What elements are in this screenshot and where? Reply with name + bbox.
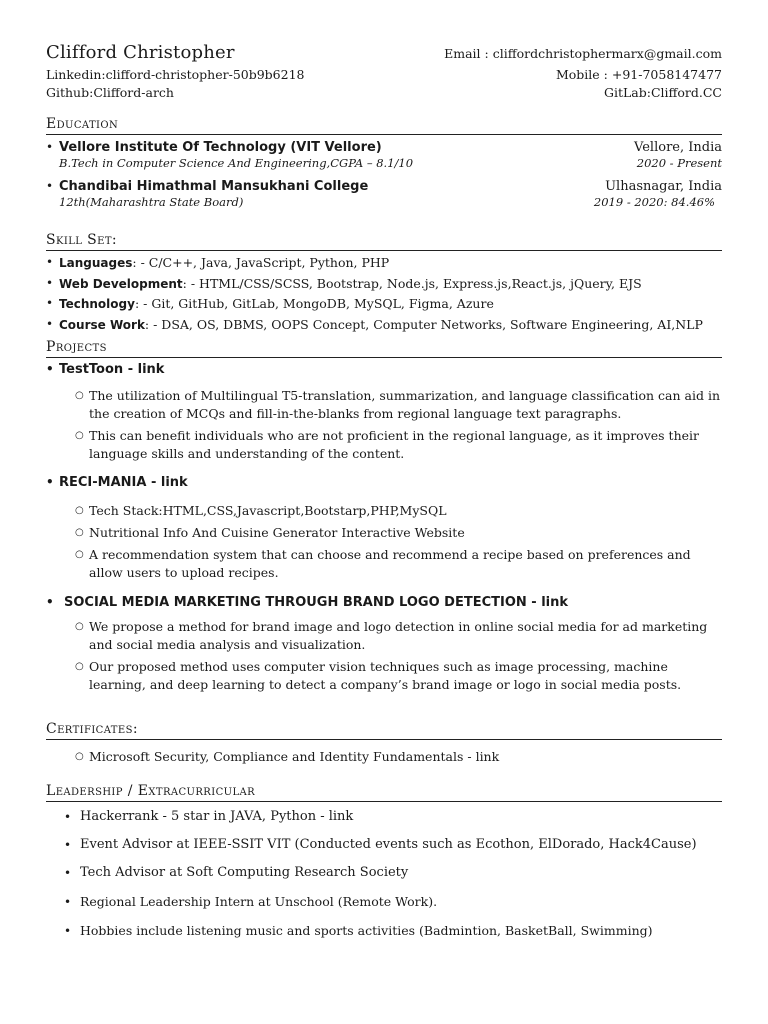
circle-bullet-icon: ○: [75, 621, 84, 632]
bullet-icon: •: [46, 140, 54, 154]
skill-key: Course Work: [59, 317, 145, 332]
bullet-icon: •: [46, 475, 54, 489]
project-point-text: This can benefit individuals who are not proficient in the regional language, as it improves their language skills and understanding of the content.: [89, 428, 700, 461]
education-item: [46, 179, 722, 209]
github: Github:Clifford-arch: [46, 85, 174, 100]
skill-value: : - HTML/CSS/SCSS, Bootstrap, Node.js, Express.js,React.js, jQuery, EJS: [182, 275, 642, 291]
candidate-name: Clifford Christopher: [46, 42, 235, 63]
project-point-text: The utilization of Multilingual T5-translation, summarization, and language classification can aid in the creation of MCQs and fill-in-the-blanks from regional language text paragraphs.: [89, 388, 720, 421]
education-date: 2019 - 2020: 84.46%: [593, 195, 715, 209]
degree-detail: B.Tech in Computer Science And Engineering,CGPA – 8.1/10: [59, 156, 414, 170]
certificate-text: Microsoft Security, Compliance and Identity Fundamentals - link: [89, 749, 500, 764]
project-point: [46, 502, 722, 520]
bullet-icon: •: [64, 838, 72, 852]
certificates-section: [46, 720, 722, 766]
skills-section: [46, 231, 722, 335]
degree-detail: 12th(Maharashtra State Board): [59, 195, 244, 209]
leadership-item: [46, 864, 722, 882]
bullet-icon: •: [64, 810, 72, 824]
leadership-text: Tech Advisor at Soft Computing Research Society: [80, 865, 409, 880]
project-point-text: Nutritional Info And Cuisine Generator Interactive Website: [89, 525, 465, 540]
project-name: TestToon - link: [59, 362, 165, 377]
bullet-icon: •: [46, 179, 54, 193]
leadership-text: Hackerrank - 5 star in JAVA, Python - link: [80, 809, 354, 824]
circle-bullet-icon: ○: [75, 390, 84, 401]
circle-bullet-icon: ○: [75, 505, 84, 516]
skill-value: : - DSA, OS, DBMS, OOPS Concept, Computer Networks, Software Engineering, AI,NLP: [144, 316, 703, 332]
leadership-item: [46, 808, 722, 826]
skill-key: Web Development: [59, 276, 183, 291]
project-point: [46, 658, 722, 694]
bullet-icon: •: [46, 255, 54, 269]
leadership-text: Regional Leadership Intern at Unschool (Remote Work).: [80, 894, 438, 909]
mobile: Mobile : +91-7058147477: [555, 67, 722, 82]
circle-bullet-icon: ○: [75, 751, 84, 762]
skill-line: [46, 253, 722, 274]
project-point-text: We propose a method for brand image and logo detection in online social media for ad marketing and social media analysis and visualization.: [89, 619, 708, 652]
project-point: [46, 387, 722, 423]
bullet-icon: •: [46, 275, 54, 290]
skill-value: : - C/C++, Java, JavaScript, Python, PHP: [132, 255, 390, 270]
bullet-icon: •: [46, 316, 54, 331]
section-title: Skill Set:: [46, 231, 722, 251]
leadership-item: [46, 836, 722, 854]
school-name: Chandibai Himathmal Mansukhani College: [59, 179, 369, 194]
skill-line: [46, 274, 722, 295]
leadership-text: Event Advisor at IEEE-SSIT VIT (Conducted events such as Ecothon, ElDorado, Hack4Cause): [80, 837, 697, 852]
education-date: 2020 - Present: [636, 156, 722, 170]
resume-header: [46, 42, 722, 102]
skill-key: Technology: [59, 297, 135, 311]
section-title: Leadership / Extracurricular: [46, 782, 722, 802]
section-title: Education: [46, 115, 722, 135]
project-title: [46, 475, 722, 490]
circle-bullet-icon: ○: [75, 661, 84, 672]
section-title: Projects: [46, 338, 722, 358]
gitlab: GitLab:Clifford.CC: [603, 85, 722, 100]
project-point-text: Our proposed method uses computer vision techniques such as image processing, machine learning, and deep learning to detect a company’s brand image or logo in social media posts.: [89, 659, 682, 692]
projects-section: [46, 338, 722, 694]
project-name: RECI-MANIA - link: [59, 475, 188, 490]
project-point-text: Tech Stack:HTML,CSS,Javascript,Bootstarp,PHP,MySQL: [89, 503, 447, 518]
project-point: [46, 618, 722, 654]
project-point: [46, 524, 722, 542]
circle-bullet-icon: ○: [75, 430, 84, 441]
bullet-icon: •: [46, 595, 54, 609]
bullet-icon: •: [64, 866, 72, 880]
school-location: Vellore, India: [634, 140, 722, 155]
project-title: [46, 362, 722, 377]
project-point: [46, 546, 722, 582]
bullet-icon: •: [64, 924, 72, 938]
certificate-item: [46, 748, 722, 766]
education-section: [46, 115, 722, 209]
skill-line: [46, 294, 722, 315]
bullet-icon: •: [46, 296, 54, 310]
circle-bullet-icon: ○: [75, 527, 84, 538]
leadership-item: [46, 893, 722, 911]
email: Email : cliffordchristophermarx@gmail.com: [444, 46, 722, 61]
leadership-text: Hobbies include listening music and sports activities (Badmintion, BasketBall, Swimming): [80, 923, 653, 938]
bullet-icon: •: [46, 362, 54, 376]
project-point-text: A recommendation system that can choose and recommend a recipe based on preferences and allow users to upload recipes.: [89, 547, 691, 580]
bullet-icon: •: [64, 895, 72, 909]
school-location: Ulhasnagar, India: [605, 179, 722, 194]
leadership-section: [46, 782, 722, 940]
section-title: Certificates:: [46, 720, 722, 740]
school-name: Vellore Institute Of Technology (VIT Vellore): [59, 140, 382, 155]
skill-key: Languages: [59, 256, 133, 270]
project-point: [46, 427, 722, 463]
circle-bullet-icon: ○: [75, 549, 84, 560]
project-title: [46, 595, 722, 610]
project-name: SOCIAL MEDIA MARKETING THROUGH BRAND LOGO DETECTION - link: [64, 595, 569, 610]
education-item: [46, 140, 722, 170]
skill-value: : - Git, GitHub, GitLab, MongoDB, MySQL, Figma, Azure: [134, 296, 494, 311]
leadership-item: [46, 922, 722, 940]
linkedin: Linkedin:clifford-christopher-50b9b6218: [46, 67, 305, 82]
skill-line: [46, 315, 722, 336]
